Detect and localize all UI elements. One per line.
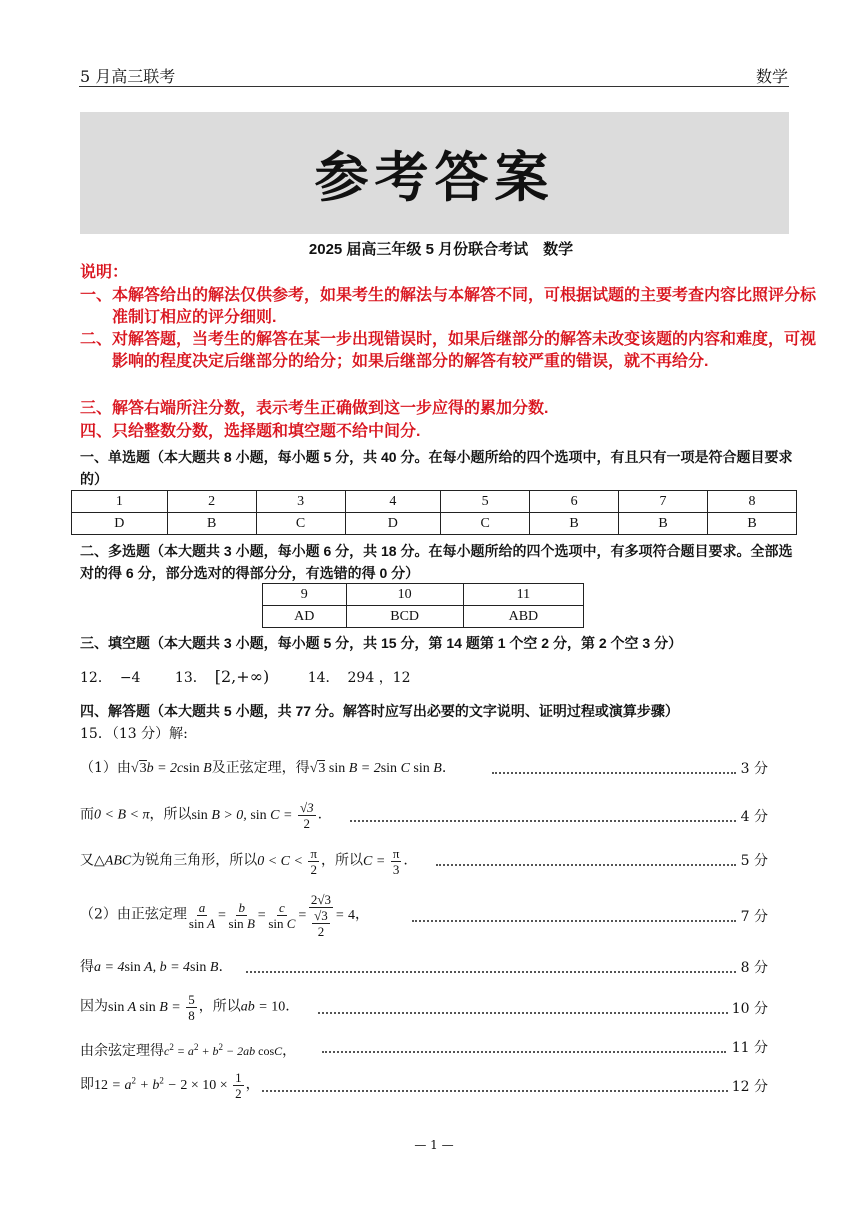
answer-cell: BCD xyxy=(346,606,463,628)
dot-leader xyxy=(262,1090,728,1092)
q13-label: 13． xyxy=(174,670,207,686)
dot-leader xyxy=(436,864,736,866)
math-expr: 0 < B < π xyxy=(94,807,150,823)
step-text: 又 xyxy=(80,852,94,869)
table-row xyxy=(263,584,584,606)
step-text: 因为 xyxy=(80,998,108,1015)
step-score: 5 分 xyxy=(740,853,768,869)
question-number: 2 xyxy=(167,491,256,513)
answer-cell: D xyxy=(72,513,168,535)
single-choice-table xyxy=(71,490,797,535)
header-rule xyxy=(79,86,789,87)
step-text: . xyxy=(403,852,408,869)
note-item-3: 三、解答右端所注分数，表示考生正确做到这一步应得的累加分数. xyxy=(80,400,549,417)
section4-title: 四、解答题（本大题共 5 小题，共 77 分。解答时应写出必要的文字说明、证明过程或演算步骤） xyxy=(80,703,679,719)
answer-cell: C xyxy=(256,513,345,535)
header-subject: 数学 xyxy=(755,67,788,86)
question-number: 8 xyxy=(708,491,797,513)
step-text: （2）由正弦定理 xyxy=(80,906,187,923)
answer-cell: B xyxy=(708,513,797,535)
answer-cell: C xyxy=(441,513,530,535)
fill-in-answers xyxy=(80,667,411,688)
step-text: . xyxy=(218,959,223,975)
q14-label: 14． xyxy=(307,670,340,686)
step-score: 8 分 xyxy=(740,960,768,976)
dot-leader xyxy=(322,1051,726,1053)
question-number: 4 xyxy=(345,491,441,513)
question-number: 6 xyxy=(530,491,619,513)
math-expr: $c^2 = a^2 + b^2 - 2ab$ cosC xyxy=(164,1042,283,1058)
step-text: ， xyxy=(354,906,369,923)
math-expr: a = 4sin A, b = 4sin B xyxy=(94,960,219,975)
step-text: 得 xyxy=(80,959,94,975)
step-score: 3 分 xyxy=(740,761,768,777)
step-score: 7 分 xyxy=(740,909,768,925)
step-text: ， xyxy=(245,1076,260,1093)
answer-cell: AD xyxy=(263,606,347,628)
question-number: 11 xyxy=(463,584,583,606)
answer-banner xyxy=(80,112,789,234)
step-score: 4 分 xyxy=(740,809,768,825)
section1-title: 一、单选题（本大题共 8 小题，每小题 5 分，共 40 分。在每小题所给的四个选项中，有且只有一项是符合题目要求的） xyxy=(80,449,793,487)
q12-label: 12． xyxy=(80,670,112,686)
step-text: ，所以 xyxy=(198,998,241,1015)
math-expr: √3b = 2csin B xyxy=(130,761,212,776)
dot-leader xyxy=(412,920,736,922)
answer-cell: ABD xyxy=(463,606,583,628)
section3-title: 三、填空题（本大题共 3 小题，每小题 5 分，共 15 分，第 14 题第 1 个空 2 分，第 2 个空 3 分） xyxy=(80,635,683,651)
table-row xyxy=(72,513,797,535)
math-expr: △ABC xyxy=(94,853,132,869)
section2-title: 二、多选题（本大题共 3 小题，每小题 6 分，共 18 分。在每小题所给的四个选项中，有多项符合题目要求。全部选对的得 6 分，部分选对的得部分分，有选错的得 0 分） xyxy=(80,543,793,581)
solution-step-6 xyxy=(80,992,290,1023)
solution-step-7 xyxy=(80,1037,296,1061)
q15-heading: 15．（13 分）解: xyxy=(80,726,188,742)
question-number: 3 xyxy=(256,491,345,513)
answer-cell: D xyxy=(345,513,441,535)
question-number: 1 xyxy=(72,491,168,513)
table-row xyxy=(263,606,584,628)
step-text: ， xyxy=(282,1043,297,1059)
page-number: — 1 — xyxy=(414,1138,454,1152)
question-number: 7 xyxy=(619,491,708,513)
math-expr: ab = 10 xyxy=(240,999,286,1015)
q14-answer: 294 ，12 xyxy=(347,670,411,686)
step-text: 为锐角三角形，所以 xyxy=(131,852,258,869)
solution-step-8 xyxy=(80,1070,260,1101)
notes-heading: 说明： xyxy=(80,264,129,281)
step-text: ，所以 xyxy=(321,852,364,869)
math-expr: sin A sin B = $\frac{5}{8}$ xyxy=(108,992,195,1023)
step-text: . xyxy=(317,806,323,823)
step-text: 由余弦定理得 xyxy=(80,1043,164,1059)
question-number: 5 xyxy=(441,491,530,513)
math-expr: √3 sin B = 2sin C sin B xyxy=(309,761,442,776)
step-text: ，所以 xyxy=(149,806,192,823)
table-row xyxy=(72,491,797,513)
exam-title: 2025 届高三年级 5 月份联合考试 数学 xyxy=(308,241,574,258)
math-expr: $\frac{a}{\text{sin A}}$ = $\frac{b}{\text{sin B}}$ = $\frac{c}{\text{sin C}}$ = $\frac{2√3}{\frac{√3}{2}}$ = 4 xyxy=(188,892,355,939)
header-left: 5 月高三联考 xyxy=(80,67,176,86)
answer-cell: B xyxy=(530,513,619,535)
question-number: 10 xyxy=(346,584,463,606)
step-text: 及正弦定理，得 xyxy=(211,760,310,776)
answer-cell: B xyxy=(619,513,708,535)
step-text: . xyxy=(285,998,290,1015)
step-text: . xyxy=(441,760,447,776)
dot-leader xyxy=(246,971,736,973)
question-number: 9 xyxy=(263,584,347,606)
answer-cell: B xyxy=(167,513,256,535)
banner-title: 参考答案 xyxy=(314,144,555,209)
math-expr: C = $\frac{\pi}{3}$ xyxy=(363,846,400,877)
solution-step-5 xyxy=(80,957,223,978)
math-expr: 0 < C < $\frac{\pi}{2}$ xyxy=(257,846,318,877)
solution-step-4 xyxy=(80,892,369,939)
q13-answer: [2,+∞) xyxy=(214,667,270,686)
step-score: 10 分 xyxy=(731,1001,768,1017)
dot-leader xyxy=(318,1012,728,1014)
step-text: 而 xyxy=(80,806,94,823)
note-item-4: 四、只给整数分数，选择题和填空题不给中间分. xyxy=(80,423,421,440)
note-item-1: 一、本解答给出的解法仅供参考，如果考生的解法与本解答不同，可根据试题的主要考查内容比照评分标准制订相应的评分细则. xyxy=(80,287,817,326)
step-score: 12 分 xyxy=(731,1079,768,1095)
q12-answer: −4 xyxy=(119,670,141,686)
dot-leader xyxy=(350,820,736,822)
note-item-2: 二、对解答题，当考生的解答在某一步出现错误时，如果后继部分的解答未改变该题的内容和难度，可视影响的程度决定后继部分的给分；如果后继部分的解答有较严重的错误，就不再给分. xyxy=(80,331,817,370)
dot-leader xyxy=(492,772,736,774)
solution-step-3 xyxy=(80,846,408,877)
math-expr: sin B > 0, sin C = $\frac{√3}{2}$ xyxy=(191,800,314,831)
step-text: （1）由 xyxy=(80,760,131,776)
step-score: 11 分 xyxy=(731,1040,768,1056)
math-expr: $12 = a^2 + b^2 - 2 \times 10$ × $\frac{1}{2}$ xyxy=(94,1070,242,1101)
multi-choice-table xyxy=(262,583,584,628)
solution-step-2 xyxy=(80,800,322,831)
step-text: 即 xyxy=(80,1076,94,1093)
solution-step-1 xyxy=(80,758,446,779)
